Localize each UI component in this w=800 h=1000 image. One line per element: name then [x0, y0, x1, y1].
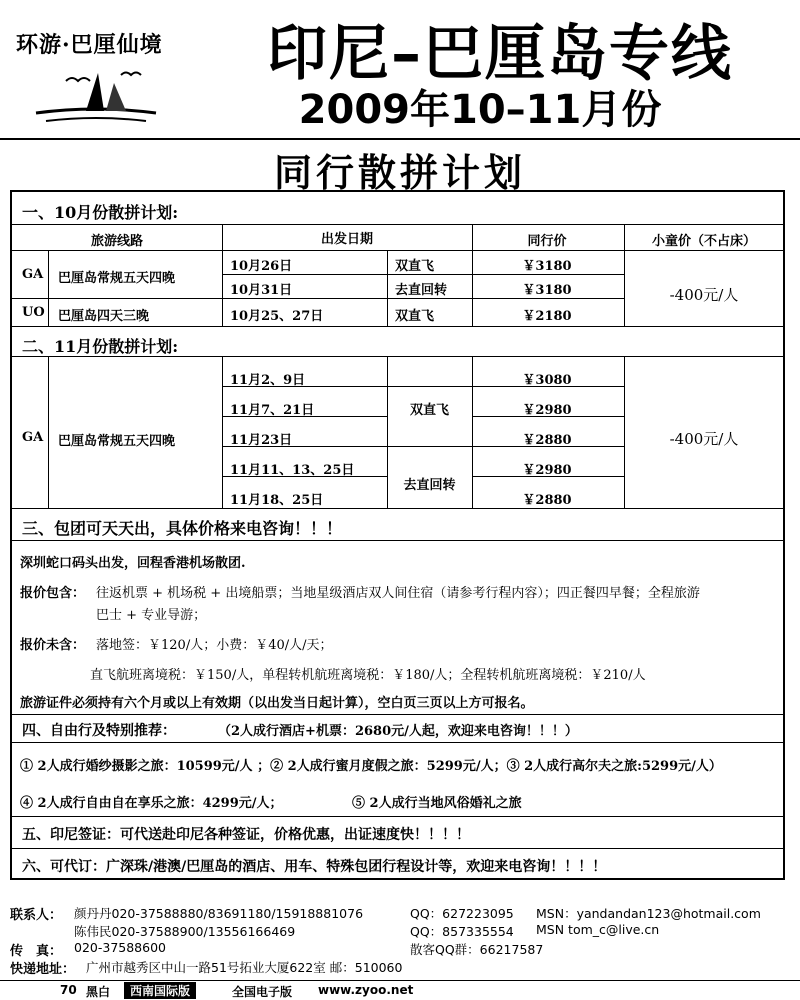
itinerary-frame — [10, 190, 785, 880]
section4-note: （2人成行酒店+机票：2680元/人起，欢迎来电咨询！！！） — [218, 724, 578, 739]
table-cell: 11月23日 — [230, 433, 293, 448]
october-section-title: 一、10月份散拼计划: — [22, 203, 179, 222]
table-cell: 10月25、27日 — [230, 309, 324, 324]
page-title: 印尼–巴厘岛专线 — [267, 19, 733, 89]
november-airline: GA — [22, 430, 44, 445]
table-cell: 11月11、13、25日 — [230, 463, 355, 478]
print-mode: 黑白 — [86, 985, 111, 999]
sailboat-logo-icon — [26, 61, 166, 131]
contact-msn-1: MSN：yandandan123@hotmail.com — [536, 906, 761, 921]
contact-person-2: 陈伟民020-37588900/13556166469 — [74, 924, 296, 939]
excludes-text-1: 落地签：￥120/人；小费：￥40/人/天； — [96, 638, 333, 653]
plan-title: 同行散拼计划 — [273, 151, 526, 195]
november-section-title: 二、11月份散拼计划: — [22, 337, 179, 356]
november-child-price: -400元/人 — [669, 430, 739, 448]
table-cell: 11月2、9日 — [230, 373, 306, 388]
fax-number: 020-37588600 — [74, 940, 166, 955]
edition-badge: 西南国际版 — [124, 982, 196, 999]
contact-label: 联系人： — [10, 908, 63, 923]
contact-block — [0, 898, 800, 976]
page-header — [0, 0, 800, 140]
table-cell: ￥3180 — [522, 283, 572, 298]
group-qq: 散客QQ群：66217587 — [410, 942, 544, 957]
table-cell: ￥2980 — [522, 463, 572, 478]
table-cell: 10月26日 — [230, 259, 293, 274]
address-text: 广州市越秀区中山一路51号拓业大厦622室 邮：510060 — [86, 960, 403, 975]
october-airline-uo: UO — [22, 305, 45, 320]
october-airline-ga: GA — [22, 267, 44, 282]
contact-qq-2: QQ：857335554 — [410, 924, 514, 939]
section5-title: 五、印尼签证：可代送赴印尼各种签证，价格优惠，出证速度快！！！！ — [22, 827, 470, 843]
recommend-line-1: ① 2人成行婚纱摄影之旅：10599元/人 ；② 2人成行蜜月度假之旅：5299元/人；③ 2人成行高尔夫之旅:5299元/人） — [20, 759, 722, 774]
contact-person-1: 颜丹丹020-37588880/83691180/15918881076 — [74, 906, 364, 921]
col-child-price: 小童价（不占床） — [651, 234, 756, 249]
page-subtitle: 2009年10–11月份 — [298, 87, 662, 133]
national-edition: 全国电子版 — [232, 985, 293, 999]
passport-note: 旅游证件必须持有六个月或以上有效期（以出发当日起计算），空白页三页以上方可报名。 — [20, 696, 534, 711]
excludes-text-2: 直飞航班离境税：￥150/人，单程转机航班离境税：￥180/人；全程转机航班离境税：￥210/人 — [90, 668, 646, 683]
table-cell: ￥3180 — [522, 259, 572, 274]
section4-title: 四、自由行及特别推荐： — [22, 723, 176, 739]
contact-qq-1: QQ：627223095 — [410, 906, 514, 921]
address-label: 快递地址： — [10, 962, 76, 977]
departure-note: 深圳蛇口码头出发，回程香港机场散团. — [20, 556, 246, 571]
november-route: 巴厘岛常规五天四晚 — [58, 434, 176, 449]
table-cell: ￥2880 — [522, 493, 572, 508]
logo-text: 环游·巴厘仙境 — [16, 32, 163, 58]
november-flight-direct: 双直飞 — [409, 403, 449, 418]
website-link[interactable]: www.zyoo.net — [318, 983, 414, 997]
table-cell: 去直回转 — [395, 283, 448, 298]
recommend-line-2a: ④ 2人成行自由自在享乐之旅：4299元/人； — [20, 796, 283, 811]
contact-msn-2: MSN tom_c@live.cn — [536, 922, 660, 937]
table-cell: ￥2180 — [522, 309, 572, 324]
col-price: 同行价 — [527, 234, 567, 249]
november-flight-transfer: 去直回转 — [403, 478, 456, 493]
table-cell: 11月18、25日 — [230, 493, 324, 508]
table-cell: ￥2880 — [522, 433, 572, 448]
section3-title: 三、包团可天天出，具体价格来电咨询！！！ — [22, 519, 343, 538]
page-number: 70 — [60, 983, 77, 997]
excludes-label: 报价未含： — [20, 638, 86, 653]
october-child-price: -400元/人 — [669, 286, 739, 304]
table-cell: ￥3080 — [522, 373, 572, 388]
table-cell: 10月31日 — [230, 283, 293, 298]
includes-text-2: 巴士 + 专业导游； — [96, 608, 207, 623]
section6-title: 六、可代订：广深珠/港澳/巴厘岛的酒店、用车、特殊包团行程设计等，欢迎来电咨询！！！！ — [22, 859, 607, 875]
recommend-line-2b: ⑤ 2人成行当地风俗婚礼之旅 — [352, 796, 522, 811]
october-route-1: 巴厘岛常规五天四晚 — [58, 271, 176, 286]
includes-label: 报价包含： — [20, 586, 86, 601]
col-route: 旅游线路 — [90, 234, 143, 249]
fax-label: 传 真： — [10, 944, 63, 959]
table-cell: 双直飞 — [395, 309, 435, 324]
logo — [6, 6, 176, 132]
includes-text-1: 往返机票 + 机场税 + 出境船票；当地星级酒店双人间住宿（请参考行程内容）；四正餐四早餐；全程旅游 — [96, 586, 700, 601]
october-route-2: 巴厘岛四天三晚 — [58, 309, 150, 324]
table-cell: 11月7、21日 — [230, 403, 315, 418]
col-date: 出发日期 — [320, 232, 373, 247]
table-cell: 双直飞 — [395, 259, 435, 274]
table-cell: ￥2980 — [522, 403, 572, 418]
page-footer — [0, 980, 800, 1000]
